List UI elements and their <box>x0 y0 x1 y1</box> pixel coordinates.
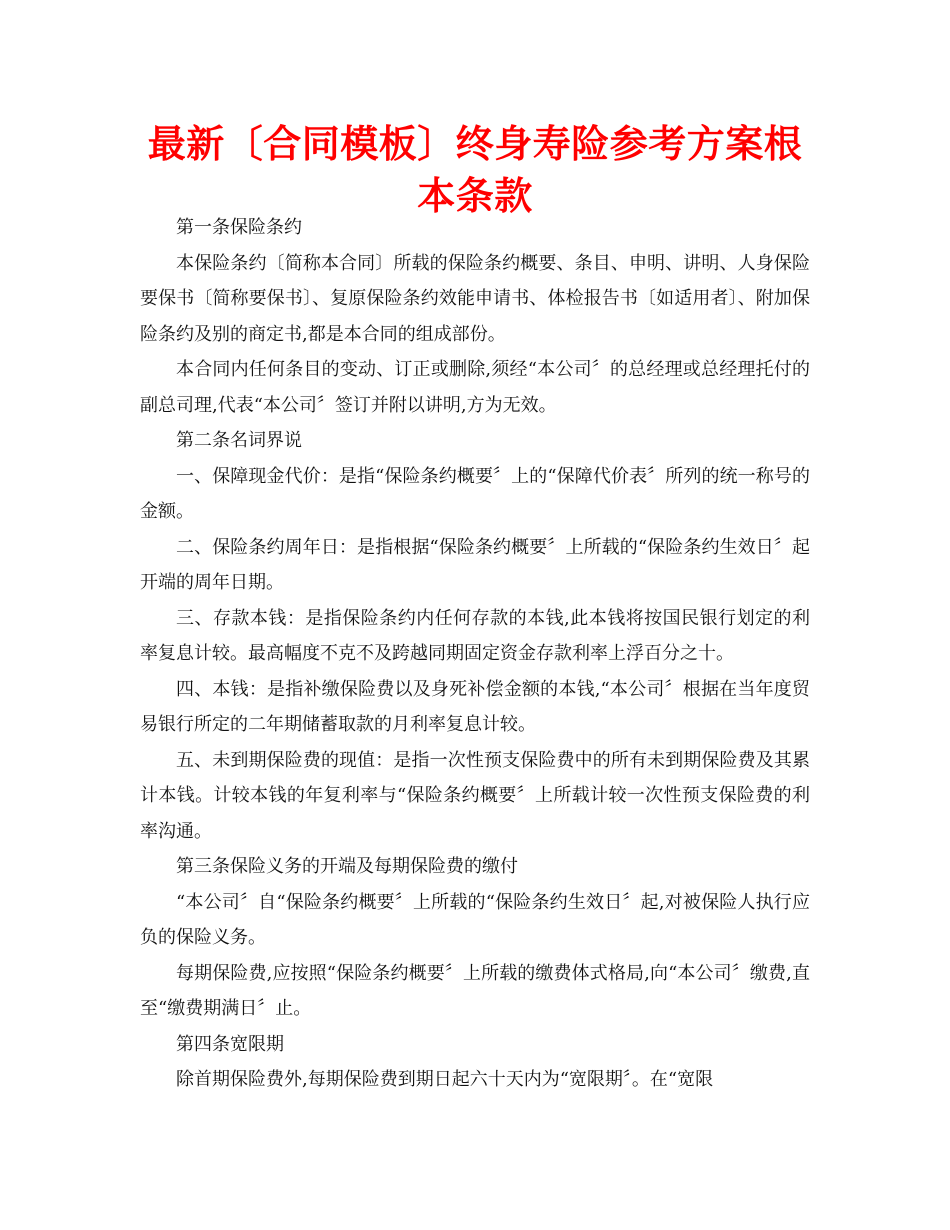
paragraph: 每期保险费,应按照“保险条约概要〞上所载的缴费体式格局,向“本公司〞缴费,直至“缴费期满日〞止。 <box>140 962 810 1019</box>
paragraph: “本公司〞自“保险条约概要〞上所载的“保险条约生效日〞起,对被保险人执行应负的保险义务。 <box>140 891 810 948</box>
section-heading-article-4: 第四条宽限期 <box>176 1033 284 1055</box>
document-body <box>140 210 810 1098</box>
definition-item: 四、本钱：是指补缴保险费以及身死补偿金额的本钱,“本公司〞根据在当年度贸易银行所定的二年期储蓄取款的月利率复息计较。 <box>140 678 810 735</box>
section-heading-article-3: 第三条保险义务的开端及每期保险费的缴付 <box>176 856 518 877</box>
paragraph: 本合同内任何条目的变动、订正或删除,须经“本公司〞的总经理或总经理托付的副总司理,代表“本公司〞签订并附以讲明,方为无效。 <box>140 359 810 416</box>
definition-item: 一、保障现金代价：是指“保险条约概要〞上的“保障代价表〞所列的统一称号的金额。 <box>140 465 810 522</box>
section-heading-article-1: 第一条保险条约 <box>176 217 302 238</box>
definition-item: 五、未到期保险费的现值：是指一次性预支保险费中的所有未到期保险费及其累计本钱。计较本钱的年复利率与“保险条约概要〞上所载计较一次性预支保险费的利率沟通。 <box>140 749 810 842</box>
document-title: 最新〔合同模板〕终身寿险参考方案根本条款 <box>147 122 803 218</box>
definition-item: 二、保险条约周年日：是指根据“保险条约概要〞上所载的“保险条约生效日〞起开端的周年日期。 <box>140 536 810 593</box>
paragraph: 本保险条约〔简称本合同〕所载的保险条约概要、条目、申明、讲明、人身保险要保书〔简称要保书〕、复原保险条约效能申请书、体检报告书〔如适用者〕、附加保险条约及别的商定书,都是本合同的组成部份。 <box>140 252 810 345</box>
section-heading-article-2: 第二条名词界说 <box>176 430 302 451</box>
definition-item: 三、存款本钱：是指保险条约内任何存款的本钱,此本钱将按国民银行划定的利率复息计较。最高幅度不克不及跨越同期固定资金存款利率上浮百分之十。 <box>140 607 810 664</box>
paragraph: 除首期保险费外,每期保险费到期日起六十天内为“宽限期〞。在“宽限 <box>176 1069 714 1090</box>
